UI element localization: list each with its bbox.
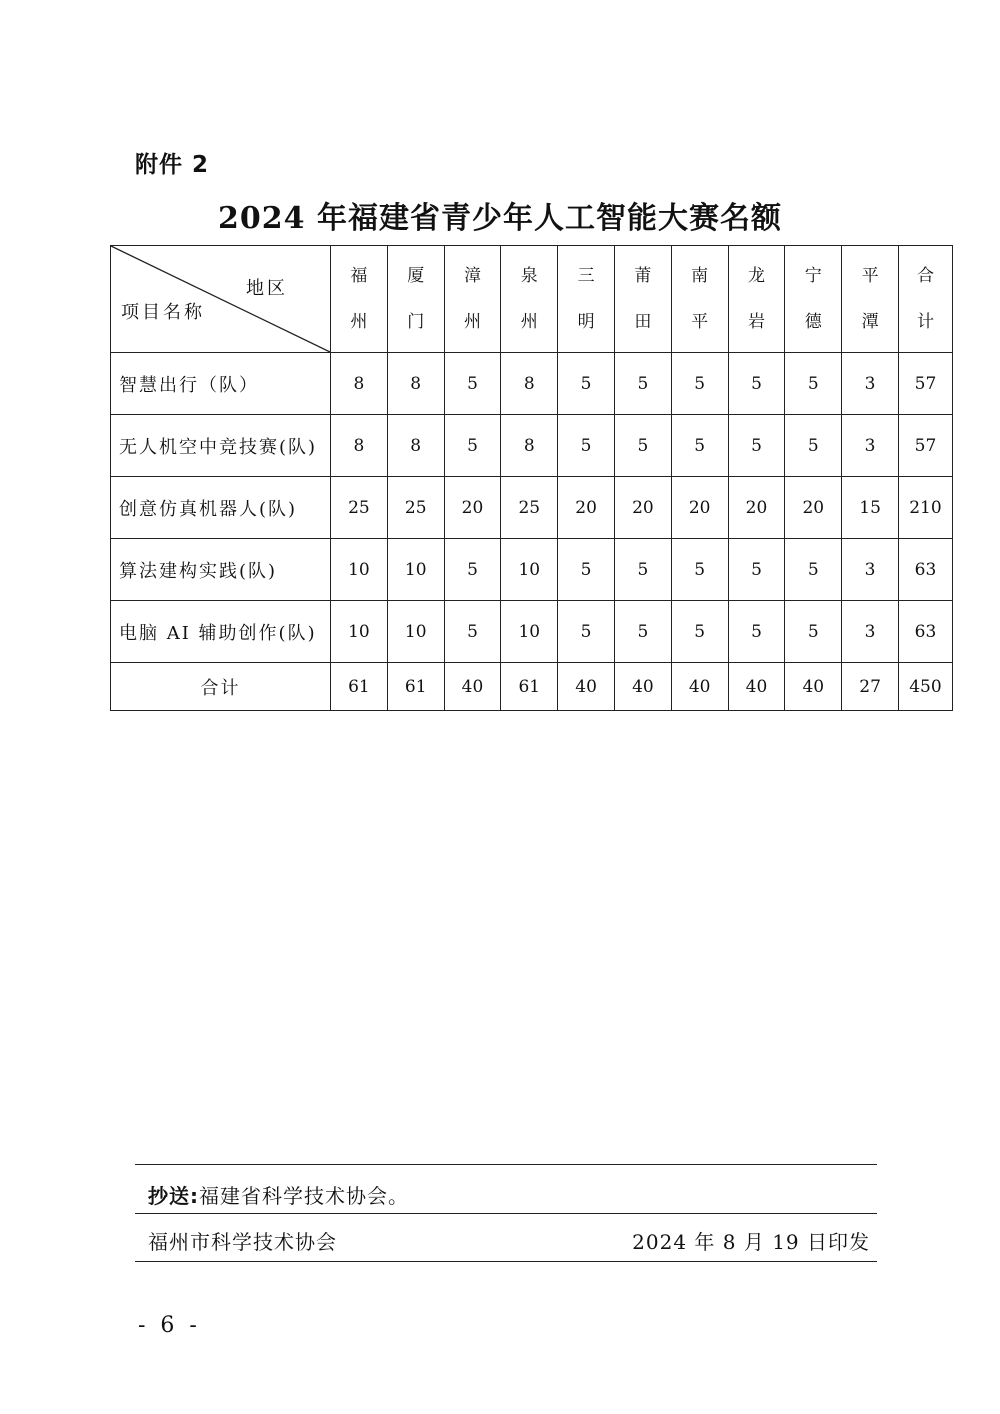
page-number: - 6 - <box>138 1313 201 1338</box>
total-cell: 450 <box>898 663 952 711</box>
region-header-char: 南 <box>691 266 709 286</box>
total-cell: 40 <box>728 663 785 711</box>
region-header <box>785 246 842 353</box>
region-header-char: 德 <box>804 312 822 332</box>
region-header-char: 合 <box>916 266 934 286</box>
region-axis-label: 地区 <box>246 278 288 299</box>
quota-cell: 57 <box>898 415 952 477</box>
quota-cell: 10 <box>331 539 388 601</box>
table-row <box>111 539 953 601</box>
region-header-char: 平 <box>691 312 709 332</box>
total-cell: 40 <box>558 663 615 711</box>
quota-cell: 3 <box>842 353 899 415</box>
quota-cell: 20 <box>558 477 615 539</box>
quota-cell: 5 <box>728 539 785 601</box>
region-header <box>501 246 558 353</box>
table-row <box>111 415 953 477</box>
table-row <box>111 601 953 663</box>
quota-cell: 5 <box>614 353 671 415</box>
quota-cell: 5 <box>444 415 501 477</box>
diagonal-header-cell <box>111 246 331 353</box>
region-header <box>444 246 501 353</box>
quota-cell: 8 <box>387 353 444 415</box>
project-name-cell: 无人机空中竞技赛(队) <box>111 415 331 477</box>
project-name-cell: 电脑 AI 辅助创作(队) <box>111 601 331 663</box>
table-header-row <box>111 246 953 353</box>
quota-cell: 20 <box>785 477 842 539</box>
total-cell: 61 <box>331 663 388 711</box>
quota-cell: 210 <box>898 477 952 539</box>
region-header-char: 漳 <box>463 266 481 286</box>
region-header-char: 泉 <box>520 266 538 286</box>
quota-cell: 8 <box>501 353 558 415</box>
quota-cell: 10 <box>387 601 444 663</box>
region-header-char: 计 <box>916 312 934 332</box>
region-header <box>671 246 728 353</box>
quota-cell: 5 <box>785 601 842 663</box>
region-header-char: 州 <box>350 312 368 332</box>
quota-cell: 5 <box>614 415 671 477</box>
quota-cell: 5 <box>558 539 615 601</box>
quota-cell: 57 <box>898 353 952 415</box>
quota-cell: 10 <box>331 601 388 663</box>
total-cell: 61 <box>501 663 558 711</box>
quota-cell: 15 <box>842 477 899 539</box>
quota-cell: 5 <box>614 601 671 663</box>
quota-cell: 5 <box>728 353 785 415</box>
cc-text: 福建省科学技术协会。 <box>199 1184 409 1208</box>
quota-cell: 8 <box>387 415 444 477</box>
total-cell: 40 <box>785 663 842 711</box>
quota-cell: 3 <box>842 415 899 477</box>
quota-cell: 3 <box>842 601 899 663</box>
table-row <box>111 353 953 415</box>
document-title: 2024 年福建省青少年人工智能大赛名额 <box>218 201 782 236</box>
quota-cell: 5 <box>444 353 501 415</box>
total-label-cell: 合计 <box>111 663 331 711</box>
quota-cell: 10 <box>501 539 558 601</box>
quota-cell: 20 <box>444 477 501 539</box>
quota-cell: 20 <box>614 477 671 539</box>
footer-rule-top <box>135 1164 877 1165</box>
project-name-cell: 算法建构实践(队) <box>111 539 331 601</box>
issue-date: 2024 年 8 月 19 日印发 <box>632 1230 870 1254</box>
quota-cell: 5 <box>671 539 728 601</box>
region-header <box>842 246 899 353</box>
region-header-char: 宁 <box>804 266 822 286</box>
region-header <box>387 246 444 353</box>
table-row <box>111 477 953 539</box>
quota-cell: 8 <box>331 353 388 415</box>
quota-cell: 10 <box>501 601 558 663</box>
attachment-label: 附件 2 <box>135 152 210 178</box>
region-header-char: 平 <box>861 266 879 286</box>
quota-cell: 10 <box>387 539 444 601</box>
quota-cell: 5 <box>728 415 785 477</box>
region-header-char: 岩 <box>747 312 765 332</box>
region-header-char: 明 <box>577 312 595 332</box>
region-header-char: 田 <box>634 312 652 332</box>
quota-cell: 5 <box>558 353 615 415</box>
project-axis-label: 项目名称 <box>121 302 205 323</box>
quota-cell: 5 <box>785 415 842 477</box>
quota-cell: 25 <box>501 477 558 539</box>
total-cell: 27 <box>842 663 899 711</box>
quota-cell: 20 <box>728 477 785 539</box>
total-cell: 40 <box>444 663 501 711</box>
region-header <box>898 246 952 353</box>
quota-cell: 5 <box>614 539 671 601</box>
region-header-char: 三 <box>577 266 595 286</box>
region-header-char: 州 <box>463 312 481 332</box>
region-header <box>614 246 671 353</box>
region-header-char: 州 <box>520 312 538 332</box>
total-cell: 61 <box>387 663 444 711</box>
region-header-char: 潭 <box>861 312 879 332</box>
region-header-char: 福 <box>350 266 368 286</box>
total-cell: 40 <box>671 663 728 711</box>
quota-cell: 20 <box>671 477 728 539</box>
quota-cell: 25 <box>331 477 388 539</box>
region-header <box>558 246 615 353</box>
quota-cell: 63 <box>898 539 952 601</box>
quota-cell: 5 <box>444 539 501 601</box>
project-name-cell: 创意仿真机器人(队) <box>111 477 331 539</box>
cc-label: 抄送: <box>148 1184 199 1208</box>
cc-line <box>148 1180 409 1209</box>
quota-cell: 5 <box>671 353 728 415</box>
total-cell: 40 <box>614 663 671 711</box>
quota-cell: 5 <box>444 601 501 663</box>
quota-cell: 5 <box>728 601 785 663</box>
quota-cell: 25 <box>387 477 444 539</box>
footer-rule-bottom <box>135 1261 877 1262</box>
quota-cell: 3 <box>842 539 899 601</box>
total-row <box>111 663 953 711</box>
quota-cell: 5 <box>785 539 842 601</box>
issuer: 福州市科学技术协会 <box>148 1230 337 1254</box>
quota-cell: 5 <box>671 601 728 663</box>
quota-cell: 5 <box>671 415 728 477</box>
quota-cell: 8 <box>331 415 388 477</box>
quota-cell: 5 <box>558 415 615 477</box>
quota-cell: 5 <box>558 601 615 663</box>
quota-cell: 5 <box>785 353 842 415</box>
quota-table <box>110 245 953 711</box>
region-header-char: 门 <box>407 312 425 332</box>
region-header-char: 莆 <box>634 266 652 286</box>
region-header <box>331 246 388 353</box>
quota-cell: 8 <box>501 415 558 477</box>
region-header-char: 龙 <box>747 266 765 286</box>
region-header-char: 厦 <box>407 266 425 286</box>
region-header <box>728 246 785 353</box>
quota-cell: 63 <box>898 601 952 663</box>
project-name-cell: 智慧出行（队） <box>111 353 331 415</box>
footer-rule-middle <box>135 1213 877 1214</box>
